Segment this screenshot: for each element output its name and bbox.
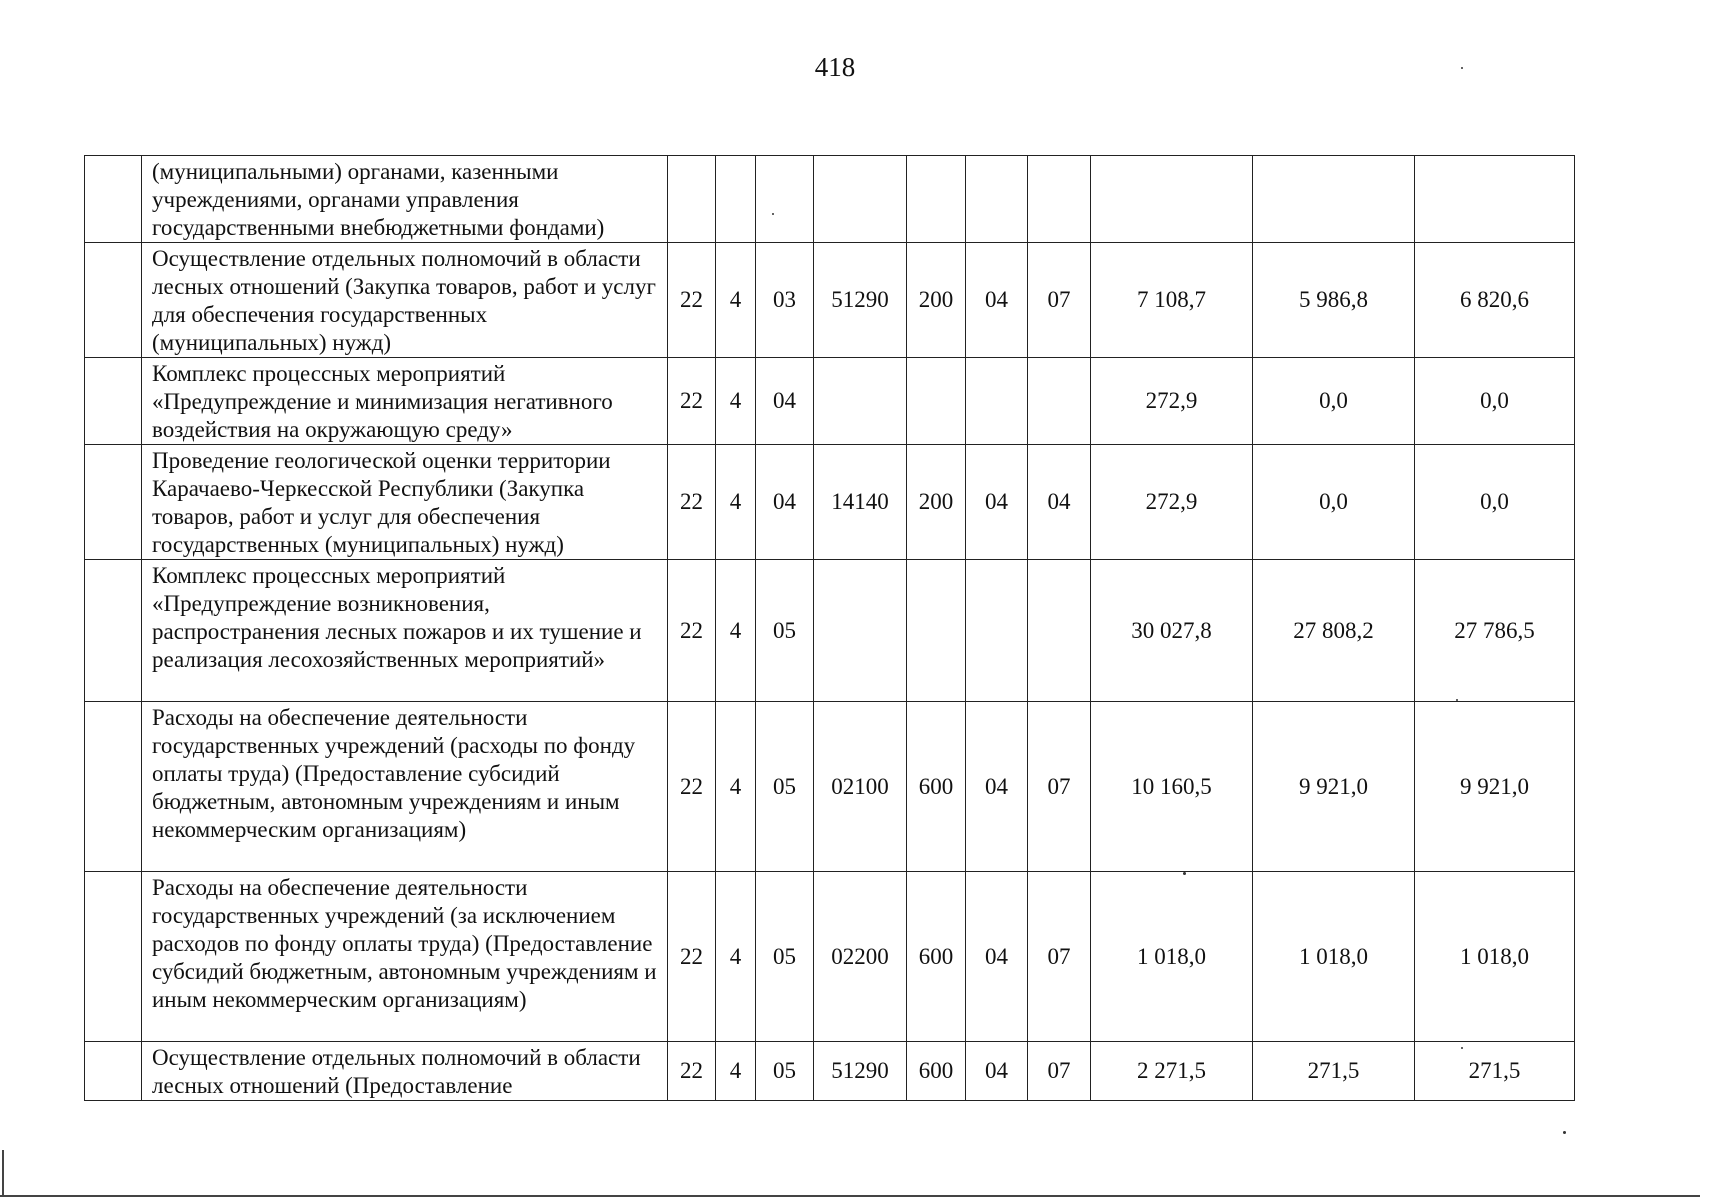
description-cell: Осуществление отдельных полномочий в области лесных отношений (Закупка товаров, работ и услуг для обеспечения государственных (муниципальных) нужд) [142, 243, 668, 358]
code-cell [814, 156, 907, 243]
code-cell: 4 [716, 445, 756, 560]
scan-speck [1456, 699, 1458, 701]
amount-cell: 6 820,6 [1415, 243, 1575, 358]
code-cell [1028, 560, 1091, 702]
description-cell: (муниципальными) органами, казенными учреждениями, органами управления государственными внебюджетными фондами) [142, 156, 668, 243]
code-cell [966, 560, 1028, 702]
table-row [85, 445, 1575, 560]
table-row [85, 702, 1575, 872]
code-cell [1028, 358, 1091, 445]
code-cell [814, 358, 907, 445]
table-row [85, 872, 1575, 1042]
code-cell: 04 [966, 702, 1028, 872]
code-cell: 05 [756, 560, 814, 702]
page-edge-line [0, 1195, 1700, 1197]
scan-speck [1461, 67, 1463, 69]
amount-cell: 9 921,0 [1253, 702, 1415, 872]
code-cell: 200 [907, 243, 966, 358]
code-cell: 51290 [814, 243, 907, 358]
scan-speck [1461, 1047, 1463, 1049]
code-cell: 22 [668, 445, 716, 560]
code-cell [756, 156, 814, 243]
code-cell: 07 [1028, 872, 1091, 1042]
row-number-cell [85, 156, 142, 243]
amount-cell: 271,5 [1415, 1042, 1575, 1101]
code-cell: 22 [668, 560, 716, 702]
row-number-cell [85, 560, 142, 702]
code-cell: 04 [966, 243, 1028, 358]
budget-table [84, 155, 1575, 1101]
code-cell: 07 [1028, 1042, 1091, 1101]
amount-cell: 1 018,0 [1253, 872, 1415, 1042]
code-cell: 05 [756, 872, 814, 1042]
code-cell: 600 [907, 1042, 966, 1101]
code-cell [716, 156, 756, 243]
page-edge-mark [2, 1150, 4, 1196]
amount-cell: 0,0 [1253, 445, 1415, 560]
row-number-cell [85, 1042, 142, 1101]
description-cell: Проведение геологической оценки территории Карачаево-Черкесской Республики (Закупка товаров, работ и услуг для обеспечения государственных (муниципальных) нужд) [142, 445, 668, 560]
code-cell: 04 [966, 872, 1028, 1042]
amount-cell: 0,0 [1253, 358, 1415, 445]
amount-cell: 271,5 [1253, 1042, 1415, 1101]
table-row [85, 358, 1575, 445]
amount-cell: 0,0 [1415, 445, 1575, 560]
row-number-cell [85, 702, 142, 872]
code-cell: 07 [1028, 702, 1091, 872]
code-cell: 22 [668, 702, 716, 872]
code-cell: 4 [716, 243, 756, 358]
code-cell [907, 358, 966, 445]
code-cell: 07 [1028, 243, 1091, 358]
code-cell: 22 [668, 243, 716, 358]
table-row [85, 243, 1575, 358]
amount-cell [1091, 156, 1253, 243]
code-cell: 600 [907, 872, 966, 1042]
code-cell [907, 156, 966, 243]
scan-speck [772, 213, 774, 215]
scan-speck [1563, 1131, 1566, 1134]
code-cell: 04 [756, 445, 814, 560]
amount-cell: 2 271,5 [1091, 1042, 1253, 1101]
amount-cell: 30 027,8 [1091, 560, 1253, 702]
amount-cell: 10 160,5 [1091, 702, 1253, 872]
code-cell: 03 [756, 243, 814, 358]
table-row [85, 1042, 1575, 1101]
code-cell: 22 [668, 1042, 716, 1101]
description-cell: Расходы на обеспечение деятельности государственных учреждений (расходы по фонду оплаты труда) (Предоставление субсидий бюджетным, автономным учреждениям и иным некоммерческим организациям) [142, 702, 668, 872]
code-cell: 51290 [814, 1042, 907, 1101]
code-cell [1028, 156, 1091, 243]
description-cell: Осуществление отдельных полномочий в области лесных отношений (Предоставление [142, 1042, 668, 1101]
description-cell: Комплекс процессных мероприятий «Предупреждение и минимизация негативного воздействия на окружающую среду» [142, 358, 668, 445]
amount-cell: 27 808,2 [1253, 560, 1415, 702]
code-cell: 04 [756, 358, 814, 445]
code-cell: 04 [1028, 445, 1091, 560]
code-cell: 22 [668, 872, 716, 1042]
amount-cell: 1 018,0 [1091, 872, 1253, 1042]
page-number: 418 [814, 52, 856, 82]
amount-cell: 7 108,7 [1091, 243, 1253, 358]
table-row [85, 560, 1575, 702]
code-cell: 04 [966, 445, 1028, 560]
amount-cell: 9 921,0 [1415, 702, 1575, 872]
code-cell: 02100 [814, 702, 907, 872]
code-cell [907, 560, 966, 702]
code-cell: 4 [716, 1042, 756, 1101]
code-cell: 14140 [814, 445, 907, 560]
amount-cell: 5 986,8 [1253, 243, 1415, 358]
amount-cell [1415, 156, 1575, 243]
amount-cell: 1 018,0 [1415, 872, 1575, 1042]
row-number-cell [85, 872, 142, 1042]
description-cell: Комплекс процессных мероприятий «Предупреждение возникновения, распространения лесных пожаров и их тушение и реализация лесохозяйственных мероприятий» [142, 560, 668, 702]
code-cell [966, 358, 1028, 445]
row-number-cell [85, 445, 142, 560]
scan-speck [1183, 872, 1186, 875]
code-cell: 22 [668, 358, 716, 445]
code-cell: 04 [966, 1042, 1028, 1101]
amount-cell: 272,9 [1091, 445, 1253, 560]
code-cell: 02200 [814, 872, 907, 1042]
row-number-cell [85, 358, 142, 445]
code-cell: 4 [716, 358, 756, 445]
amount-cell: 27 786,5 [1415, 560, 1575, 702]
description-cell: Расходы на обеспечение деятельности государственных учреждений (за исключением расходов по фонду оплаты труда) (Предоставление субсидий бюджетным, автономным учреждениям и иным некоммерческим организациям) [142, 872, 668, 1042]
code-cell: 4 [716, 560, 756, 702]
code-cell [814, 560, 907, 702]
code-cell: 200 [907, 445, 966, 560]
amount-cell [1253, 156, 1415, 243]
code-cell [966, 156, 1028, 243]
row-number-cell [85, 243, 142, 358]
code-cell: 600 [907, 702, 966, 872]
code-cell: 4 [716, 702, 756, 872]
amount-cell: 0,0 [1415, 358, 1575, 445]
code-cell: 05 [756, 702, 814, 872]
code-cell [668, 156, 716, 243]
code-cell: 4 [716, 872, 756, 1042]
code-cell: 05 [756, 1042, 814, 1101]
table-row [85, 156, 1575, 243]
amount-cell: 272,9 [1091, 358, 1253, 445]
